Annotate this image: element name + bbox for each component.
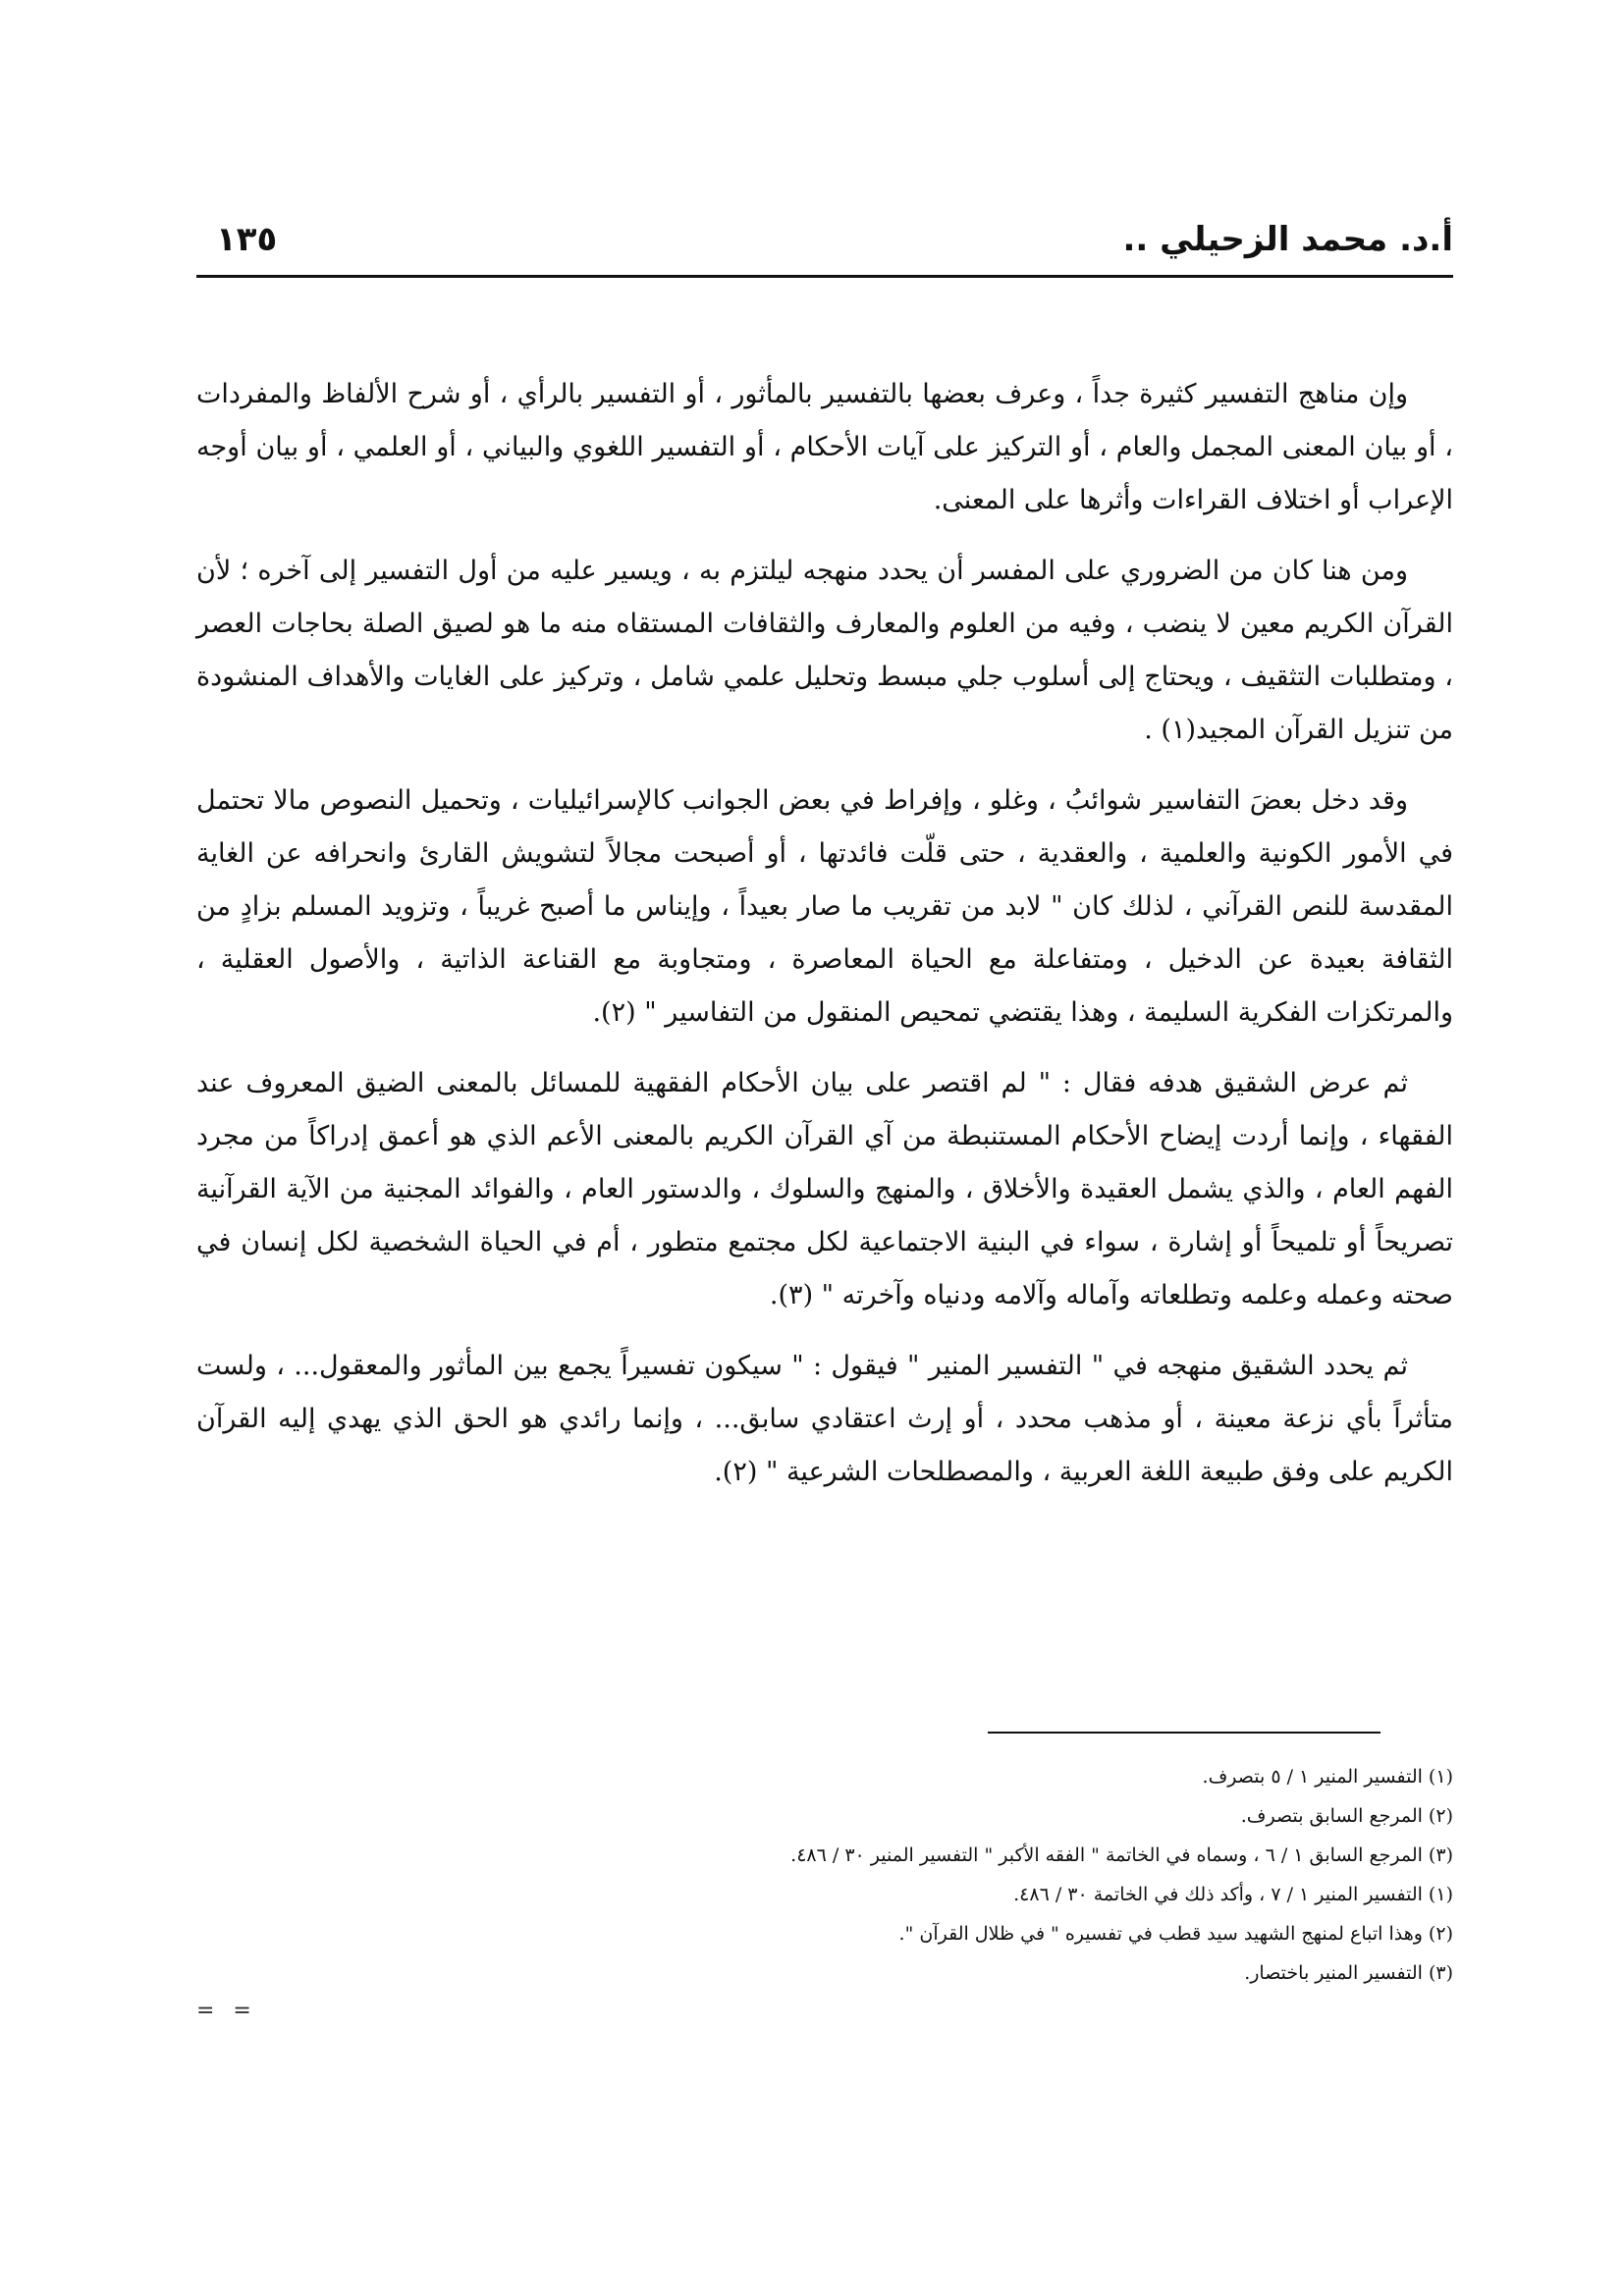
body-text: [196, 368, 1453, 1517]
header-author: أ.د. محمد الزحيلي ..: [1122, 220, 1453, 259]
footnotes-list: [196, 1757, 1453, 1993]
continuation-mark: = =: [196, 1999, 257, 2023]
footnote-item: (٢) المرجع السابق بتصرف.: [1240, 1805, 1453, 1827]
paragraph-4: ثم عرض الشقيق هدفه فقال : " لم اقتصر على بيان الأحكام الفقهية للمسائل بالمعنى الضيق المعروف عند الفقهاء ، وإنما أردت إيضاح الأحكام المستنبطة من آي القرآن الكريم بالمعنى الأعم الذي هو أعمق إدراكاً من مجرد الفهم العام ، والذي يشمل العقيدة والأخلاق ، والمنهج والسلوك ، والدستور العام ، والفوائد المجنية من الآية القرآنية تصريحاً أو تلميحاً أو إشارة ، سواء في البنية الاجتماعية لكل مجتمع متطور ، أم في الحياة الشخصية لكل إنسان في صحته وعمله وعلمه وتطلعاته وآماله وآلامه ودنياه وآخرته " (٣).: [196, 1068, 1453, 1310]
footnote-item: (١) التفسير المنير ١ / ٧ ، وأكد ذلك في الخاتمة ٣٠ / ٤٨٦.: [1013, 1884, 1453, 1905]
footnote-item: (٢) وهذا اتباع لمنهج الشهيد سيد قطب في تفسيره " في ظلال القرآن ".: [898, 1923, 1453, 1945]
paragraph-1: وإن مناهج التفسير كثيرة جداً ، وعرف بعضها بالتفسير بالمأثور ، أو التفسير بالرأي ، أو شرح الألفاظ والمفردات ، أو بيان المعنى المجمل والعام ، أو التركيز على آيات الأحكام ، أو التفسير اللغوي والبياني ، أو العلمي ، أو بيان أوجه الإعراب أو اختلاف القراءات وأثرها على المعنى.: [196, 379, 1453, 515]
paragraph-2: ومن هنا كان من الضروري على المفسر أن يحدد منهجه ليلتزم به ، ويسير عليه من أول التفسير إلى آخره ؛ لأن القرآن الكريم معين لا ينضب ، وفيه من العلوم والمعارف والثقافات المستقاه منه ما هو لصيق الصلة بحاجات العصر ، ومتطلبات التثقيف ، ويحتاج إلى أسلوب جلي مبسط وتحليل علمي شامل ، وتركيز على الغايات والأهداف المنشودة من تنزيل القرآن المجيد(١) .: [196, 556, 1453, 745]
footnote-item: (٣) التفسير المنير باختصار.: [1244, 1962, 1453, 1984]
running-header: [196, 206, 1453, 278]
footnote-divider: [988, 1732, 1380, 1734]
footnote-item: (١) التفسير المنير ١ / ٥ بتصرف.: [1202, 1766, 1453, 1788]
page-number: ١٣٥: [216, 220, 278, 259]
paragraph-3: وقد دخل بعضَ التفاسير شوائبُ ، وغلو ، وإفراط في بعض الجوانب كالإسرائيليات ، وتحميل النصوص مالا تحتمل في الأمور الكونية والعلمية ، والعقدية ، حتى قلّت فائدتها ، أو أصبحت مجالاً لتشويش القارئ وانحرافه عن الغاية المقدسة للنص القرآني ، لذلك كان " لابد من تقريب ما صار بعيداً ، وإيناس ما أصبح غريباً ، وتزويد المسلم بزادٍ من الثقافة بعيدة عن الدخيل ، ومتفاعلة مع الحياة المعاصرة ، ومتجاوبة مع القناعة الذاتية ، والأصول العقلية ، والمرتكزات الفكرية السليمة ، وهذا يقتضي تمحيص المنقول من التفاسير " (٢).: [196, 785, 1453, 1028]
paragraph-5: ثم يحدد الشقيق منهجه في " التفسير المنير " فيقول : " سيكون تفسيراً يجمع بين المأثور والمعقول... ، ولست متأثراً بأي نزعة معينة ، أو مذهب محدد ، أو إرث اعتقادي سابق... ، وإنما رائدي هو الحق الذي يهدي إليه القرآن الكريم على وفق طبيعة اللغة العربية ، والمصطلحات الشرعية " (٢).: [196, 1351, 1453, 1487]
footnote-item: (٣) المرجع السابق ١ / ٦ ، وسماه في الخاتمة " الفقه الأكبر " التفسير المنير ٣٠ / ٤٨٦.: [790, 1844, 1453, 1866]
